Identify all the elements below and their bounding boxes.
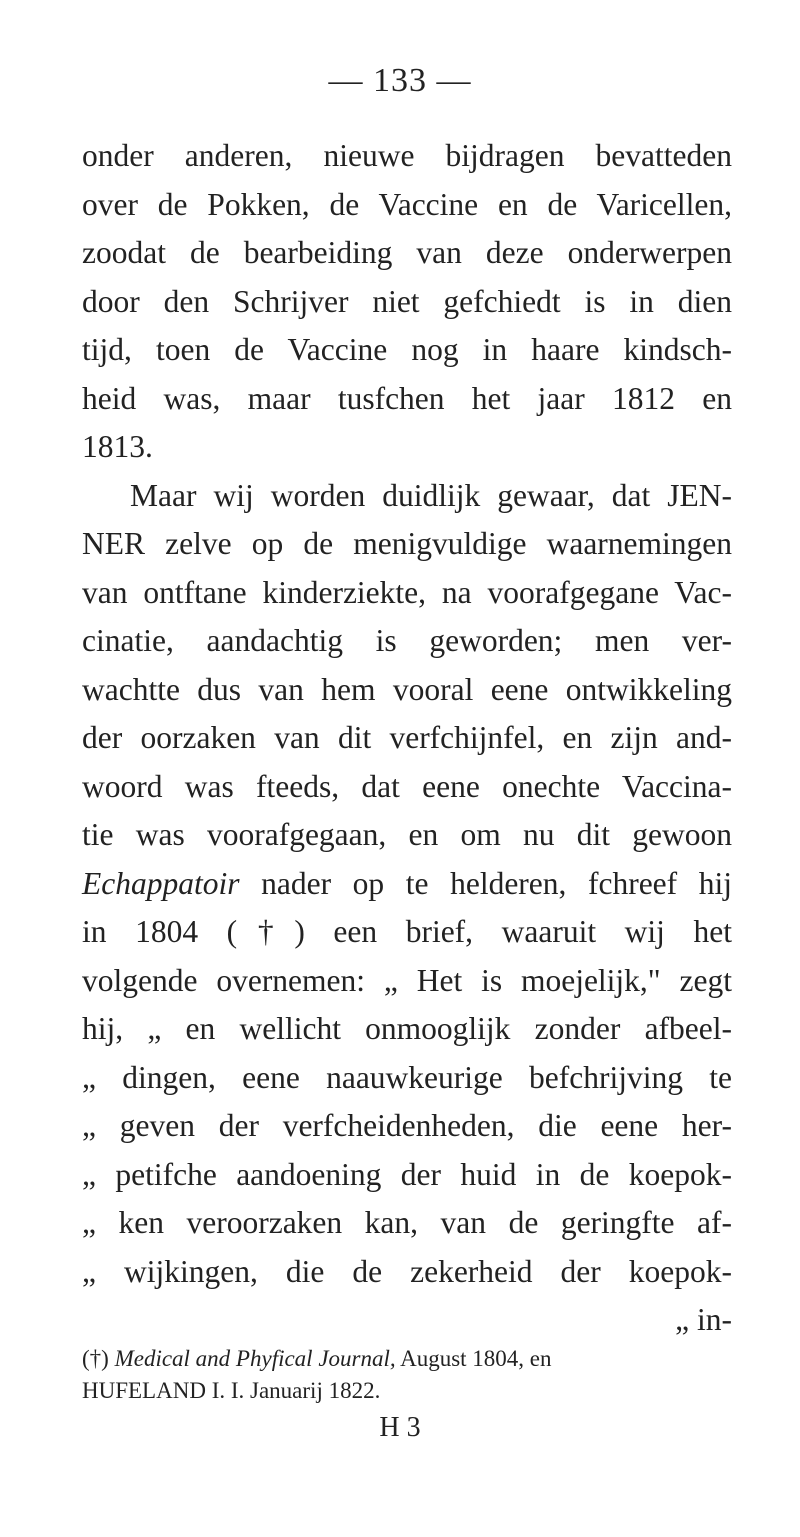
text-line: „ petifche aandoening der huid in de koepok-	[82, 1156, 732, 1192]
text-line: 1813.	[82, 429, 153, 464]
footnote-text: August 1804, en	[400, 1346, 552, 1371]
text-line	[82, 860, 732, 909]
text-line: in 1804 (†) een brief, waaruit wij het	[82, 914, 732, 949]
text-line: „ geven der verfcheidenheden, die eene her-	[82, 1108, 732, 1143]
text-line: hij, „ en wellicht onmooglijk zonder afbeel-	[82, 1011, 732, 1046]
body-text	[82, 132, 732, 1345]
footnote-line	[82, 1375, 732, 1407]
author-name-end: NER	[82, 526, 145, 561]
text-line: „ wijkingen, die de zekerheid der koepok-	[82, 1253, 732, 1289]
text-line: der oorzaken van dit verfchijnfel, en zijn and-	[82, 720, 732, 755]
text-line: „ dingen, eene naauwkeurige befchrijving te	[82, 1059, 732, 1095]
signature-mark: H 3	[379, 1412, 421, 1443]
text-line: zoodat de bearbeiding van deze onderwerpen	[82, 235, 732, 270]
catchword: „ in-	[675, 1302, 732, 1337]
text-line: cinatie, aandachtig is geworden; men ver-	[82, 623, 732, 658]
footnote	[82, 1343, 732, 1407]
footnote-mark: (†)	[82, 1346, 109, 1371]
text-line: onder anderen, nieuwe bijdragen bevatteden	[82, 138, 732, 173]
text-fragment: nader op te helderen, fchreef hij	[261, 865, 733, 901]
text-line: tijd, toen de Vaccine nog in haare kindsch-	[82, 332, 732, 367]
footnote-text: I. I. Januarij 1822.	[211, 1378, 381, 1403]
text-line: van ontftane kinderziekte, na voorafgegane Vac-	[82, 574, 732, 610]
text-line: door den Schrijver niet gefchiedt is in dien	[82, 283, 732, 319]
text-line	[82, 472, 732, 521]
footnote-line	[82, 1343, 732, 1375]
text-line: over de Pokken, de Vaccine en de Varicellen,	[82, 186, 732, 222]
text-line	[82, 520, 732, 569]
journal-title: Medical and Phyfical Journal,	[114, 1346, 396, 1371]
text-fragment: zelve op de menigvuldige waarnemingen	[165, 526, 733, 561]
text-line: „ ken veroorzaken kan, van de geringfte af-	[82, 1205, 732, 1240]
text-line: woord was fteeds, dat eene onechte Vaccina-	[82, 768, 732, 804]
text-line: wachtte dus van hem vooral eene ontwikkeling	[82, 671, 732, 707]
italic-term: Echappatoir	[82, 865, 240, 901]
page-number: — 133 —	[328, 62, 472, 99]
text-fragment: Maar wij worden duidlijk gewaar, dat	[130, 477, 651, 513]
text-line: volgende overnemen: „ Het is moejelijk," zegt	[82, 962, 732, 998]
author-name: JEN-	[667, 477, 733, 513]
footnote-author: HUFELAND	[82, 1378, 206, 1403]
text-line: tie was voorafgegaan, en om nu dit gewoon	[82, 817, 732, 852]
text-line: heid was, maar tusfchen het jaar 1812 en	[82, 380, 732, 416]
